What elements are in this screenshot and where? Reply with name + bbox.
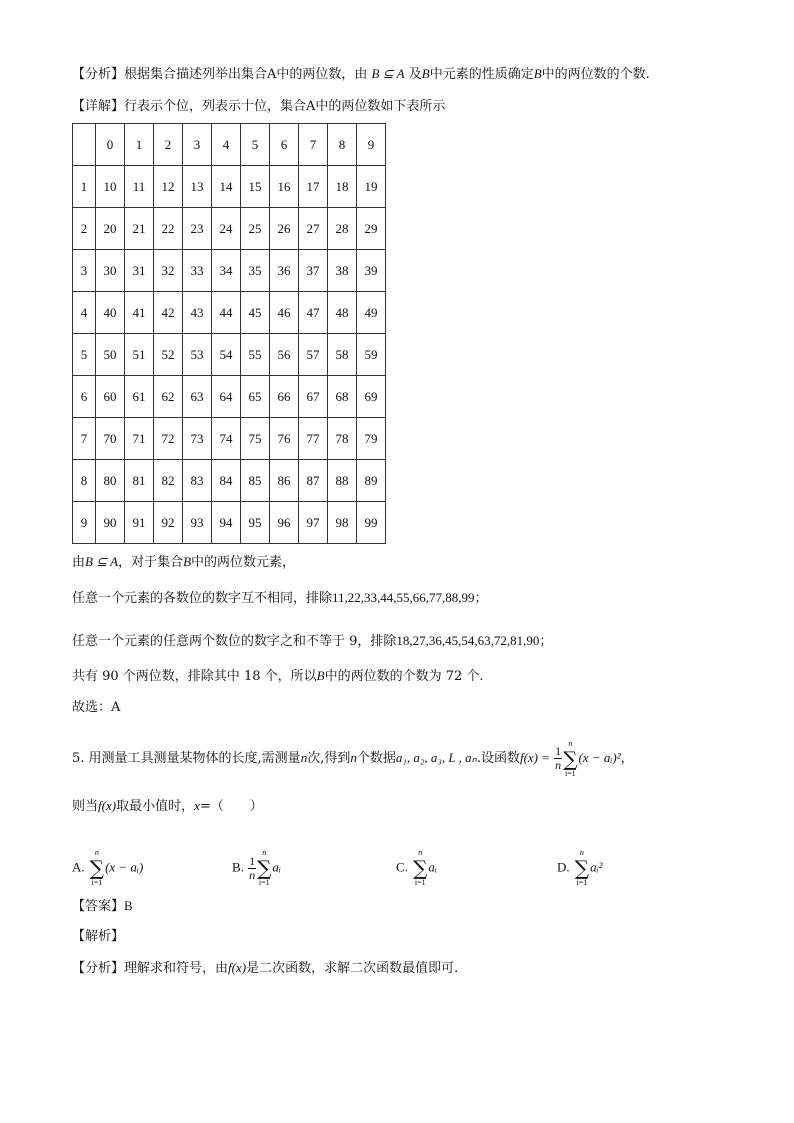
two-digit-table [72, 123, 386, 544]
table-cell: 73 [183, 418, 212, 460]
option-c-sum-bot: i=1 [414, 878, 426, 887]
table-cell: 80 [96, 460, 125, 502]
p2-nums: 11,22,33,44,55,66,77,88,99 [332, 590, 475, 605]
para-distinct-digits [72, 589, 488, 608]
p1-a: 由 [72, 555, 86, 570]
answer-value: B [124, 898, 133, 913]
table-cell: 95 [241, 502, 270, 544]
table-cell: 15 [241, 166, 270, 208]
option-a-sigma: n ∑ i=1 [89, 848, 105, 887]
table-cell: 29 [357, 208, 386, 250]
option-b-frac-num: 1 [249, 853, 256, 868]
table-cell: 65 [241, 376, 270, 418]
table-cell: 19 [357, 166, 386, 208]
row-label-cell: 9 [73, 502, 96, 544]
table-cell: 66 [270, 376, 299, 418]
table-cell: 49 [357, 292, 386, 334]
table-cell: 30 [96, 250, 125, 292]
table-cell: 26 [270, 208, 299, 250]
q5-text-c: 个数据 [356, 751, 396, 766]
option-a-body: (x − aᵢ) [105, 859, 144, 875]
table-cell: 20 [96, 208, 125, 250]
q5l2-fx: f(x) [98, 798, 117, 813]
option-c-sigma: n ∑ i=1 [413, 848, 428, 887]
question-5 [72, 738, 634, 779]
p1-c: 中的两位数元素， [191, 555, 296, 570]
q5-var-n2: n [350, 750, 357, 765]
p2-a: 任意一个元素的各数位的数字互不相同，排除 [72, 591, 333, 606]
table-cell: 51 [125, 334, 154, 376]
table-cell: 91 [125, 502, 154, 544]
table-cell: 10 [96, 166, 125, 208]
table-cell: 70 [96, 418, 125, 460]
table-cell: 47 [299, 292, 328, 334]
para-count [72, 667, 484, 686]
table-cell: 56 [270, 334, 299, 376]
option-d-label: D. [557, 859, 570, 875]
row-label-cell: 1 [73, 166, 96, 208]
option-d-sum-top: n [579, 848, 584, 857]
p2-b: ； [474, 591, 488, 606]
option-b-body: aᵢ [272, 859, 281, 875]
table-cell: 99 [357, 502, 386, 544]
p1-var: B [183, 554, 192, 569]
option-b-frac-den: n [249, 867, 256, 882]
analysis2-line [72, 959, 458, 978]
column-header-cell: 8 [328, 124, 357, 166]
table-cell: 55 [241, 334, 270, 376]
option-d-sigma: n ∑ i=1 [574, 848, 590, 887]
table-cell: 18 [328, 166, 357, 208]
para-subset [72, 553, 295, 572]
q5l2-x: x [194, 798, 200, 813]
option-d-sum-bot: i=1 [576, 878, 588, 887]
analysis2-a: 理解求和符号，由 [124, 961, 229, 976]
q5-sum-body: (x − aᵢ)² [578, 750, 621, 765]
table-cell: 52 [154, 334, 183, 376]
analysis-text-b: 及 [408, 67, 422, 82]
table-cell: 25 [241, 208, 270, 250]
detail-line [72, 98, 445, 116]
table-cell: 85 [241, 460, 270, 502]
table-row [73, 376, 386, 418]
row-label-cell: 7 [73, 418, 96, 460]
table-cell: 50 [96, 334, 125, 376]
column-header-cell: 5 [241, 124, 270, 166]
q5-sum-bot: i=1 [564, 768, 576, 778]
option-d[interactable] [557, 848, 603, 888]
parse-tag: 【解析】 [72, 929, 125, 944]
table-row [73, 502, 386, 544]
table-cell: 34 [212, 250, 241, 292]
table-cell: 87 [299, 460, 328, 502]
option-d-body: aᵢ² [590, 859, 603, 875]
table-cell: 72 [154, 418, 183, 460]
column-header-cell: 2 [154, 124, 183, 166]
table-cell: 23 [183, 208, 212, 250]
table-cell: 45 [241, 292, 270, 334]
table-row [73, 208, 386, 250]
answer-line [72, 897, 133, 916]
table-cell: 58 [328, 334, 357, 376]
p3-a: 任意一个元素的任意两个数位的数字之和不等于 9，排除 [72, 634, 397, 649]
table-cell: 78 [328, 418, 357, 460]
table-cell: 88 [328, 460, 357, 502]
table-cell: 54 [212, 334, 241, 376]
analysis-text-a: 根据集合描述列举出集合A中的两位数，由 [124, 67, 368, 82]
table-row [73, 334, 386, 376]
table-cell: 46 [270, 292, 299, 334]
table-cell: 63 [183, 376, 212, 418]
table-cell: 71 [125, 418, 154, 460]
option-b[interactable] [232, 848, 281, 888]
table-cell: 93 [183, 502, 212, 544]
q5-sequence: a₁, a₂, a₃, L , aₙ [395, 750, 477, 765]
option-a-sum-bot: i=1 [91, 878, 103, 887]
table-cell: 77 [299, 418, 328, 460]
table-cell: 61 [125, 376, 154, 418]
table-cell: 39 [357, 250, 386, 292]
table-row [73, 166, 386, 208]
table-cell: 74 [212, 418, 241, 460]
option-b-fraction [248, 855, 256, 882]
column-header-cell: 0 [96, 124, 125, 166]
table-cell: 48 [328, 292, 357, 334]
q5-sigma: n ∑ i=1 [563, 738, 578, 778]
table-cell: 89 [357, 460, 386, 502]
table-cell: 33 [183, 250, 212, 292]
table-cell: 41 [125, 292, 154, 334]
row-label-cell [73, 124, 96, 166]
q5-sum-top: n [568, 738, 573, 748]
q5-frac-den: n [555, 758, 562, 772]
table-cell: 43 [183, 292, 212, 334]
table-cell: 16 [270, 166, 299, 208]
table-cell: 64 [212, 376, 241, 418]
option-b-label: B. [232, 859, 244, 875]
table-cell: 32 [154, 250, 183, 292]
table-cell: 75 [241, 418, 270, 460]
table-cell: 79 [357, 418, 386, 460]
analysis-var-b2: B [533, 66, 542, 81]
q5l2-b: 取最小值时， [116, 799, 195, 814]
row-label-cell: 5 [73, 334, 96, 376]
analysis-tag: 【分析】 [72, 67, 125, 82]
p4-b: 中的两位数的个数为 72 个. [324, 669, 484, 684]
detail-tag: 【详解】 [72, 99, 125, 114]
option-c-sum-top: n [418, 848, 423, 857]
q5l2-c: =（ ） [199, 799, 263, 814]
p1-math: B ⊆ A [85, 554, 119, 569]
row-label-cell: 8 [73, 460, 96, 502]
table-cell: 14 [212, 166, 241, 208]
question-5-line2 [72, 797, 263, 816]
option-b-sum-top: n [262, 848, 267, 857]
table-cell: 97 [299, 502, 328, 544]
table-cell: 13 [183, 166, 212, 208]
row-label-cell: 6 [73, 376, 96, 418]
p5-text: 故选：A [72, 700, 121, 715]
table-cell: 38 [328, 250, 357, 292]
column-header-cell: 7 [299, 124, 328, 166]
table-cell: 27 [299, 208, 328, 250]
p1-b: ，对于集合 [118, 555, 184, 570]
table-cell: 37 [299, 250, 328, 292]
analysis2-b: 是二次函数，求解二次函数最值即可. [246, 961, 459, 976]
analysis-text-d: 中的两位数的个数. [541, 67, 650, 82]
table-cell: 94 [212, 502, 241, 544]
analysis-subset: B ⊆ A [371, 66, 405, 81]
table-row [73, 418, 386, 460]
table-cell: 12 [154, 166, 183, 208]
table-row [73, 460, 386, 502]
table-cell: 98 [328, 502, 357, 544]
column-header-cell: 4 [212, 124, 241, 166]
answer-tag: 【答案】 [72, 899, 125, 914]
row-label-cell: 2 [73, 208, 96, 250]
table-cell: 35 [241, 250, 270, 292]
table-cell: 53 [183, 334, 212, 376]
column-header-cell: 3 [183, 124, 212, 166]
parse-line [72, 928, 124, 946]
analysis2-tag: 【分析】 [72, 961, 125, 976]
q5l2-a: 则当 [72, 799, 99, 814]
table-cell: 96 [270, 502, 299, 544]
table-cell: 17 [299, 166, 328, 208]
q5-fx: f(x) = [519, 750, 551, 765]
table-cell: 62 [154, 376, 183, 418]
table-cell: 59 [357, 334, 386, 376]
table-cell: 11 [125, 166, 154, 208]
table-cell: 67 [299, 376, 328, 418]
table-cell: 76 [270, 418, 299, 460]
row-label-cell: 3 [73, 250, 96, 292]
q5-text-b: 次,得到 [307, 751, 351, 766]
q5-text-d: .设函数 [476, 751, 520, 766]
table-row [73, 250, 386, 292]
table-cell: 81 [125, 460, 154, 502]
option-b-sigma: n ∑ i=1 [257, 848, 272, 887]
p4-a: 共有 90 个两位数，排除其中 18 个，所以 [72, 669, 317, 684]
table-cell: 44 [212, 292, 241, 334]
analysis-text-c: 中元素的性质确定 [429, 67, 534, 82]
p4-var: B [316, 668, 325, 683]
table-cell: 92 [154, 502, 183, 544]
table-cell: 83 [183, 460, 212, 502]
table-cell: 69 [357, 376, 386, 418]
table-header-row [73, 124, 386, 166]
table-row [73, 292, 386, 334]
detail-text: 行表示个位，列表示十位，集合A中的两位数如下表所示 [124, 99, 446, 114]
table-cell: 22 [154, 208, 183, 250]
table-cell: 60 [96, 376, 125, 418]
analysis2-fx: f(x) [228, 960, 247, 975]
option-c[interactable] [396, 848, 437, 888]
table-cell: 36 [270, 250, 299, 292]
option-a-sum-top: n [94, 848, 99, 857]
column-header-cell: 6 [270, 124, 299, 166]
table-cell: 21 [125, 208, 154, 250]
table-cell: 31 [125, 250, 154, 292]
q5-text-a: 用测量工具测量某物体的长度,需测量 [88, 751, 301, 766]
q5-fraction [554, 745, 562, 772]
table-cell: 28 [328, 208, 357, 250]
analysis-var-b1: B [421, 66, 430, 81]
table-cell: 86 [270, 460, 299, 502]
analysis-line [72, 65, 650, 84]
table-cell: 84 [212, 460, 241, 502]
column-header-cell: 9 [357, 124, 386, 166]
row-label-cell: 4 [73, 292, 96, 334]
q5-tail: ， [620, 751, 634, 766]
option-a-label: A. [72, 859, 85, 875]
para-sum-not-nine [72, 632, 552, 651]
para-choice [72, 699, 120, 717]
q5-var-n1: n [300, 750, 308, 765]
option-c-body: aᵢ [428, 859, 437, 875]
option-b-sum-bot: i=1 [258, 878, 270, 887]
column-header-cell: 1 [125, 124, 154, 166]
table-cell: 24 [212, 208, 241, 250]
p3-nums: 18,27,36,45,54,63,72,81,90 [396, 633, 540, 648]
table-cell: 42 [154, 292, 183, 334]
table-cell: 40 [96, 292, 125, 334]
table-cell: 57 [299, 334, 328, 376]
q5-number: 5. [72, 751, 85, 766]
table-cell: 68 [328, 376, 357, 418]
option-a[interactable] [72, 848, 143, 888]
table-cell: 82 [154, 460, 183, 502]
p3-b: ； [539, 634, 553, 649]
table-cell: 90 [96, 502, 125, 544]
option-c-label: C. [396, 859, 408, 875]
q5-frac-num: 1 [555, 744, 562, 758]
